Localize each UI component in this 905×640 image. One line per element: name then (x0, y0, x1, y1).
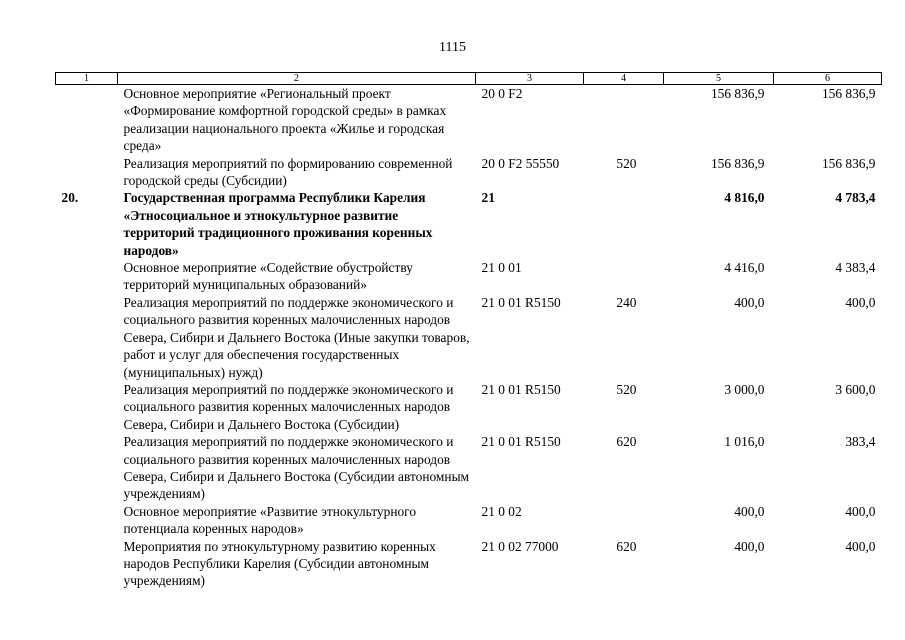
table-row (56, 538, 882, 590)
row-value-2: 400,0 (845, 294, 876, 310)
table-row (56, 294, 882, 381)
table-row (56, 85, 882, 155)
column-header-1: 1 (56, 73, 118, 85)
row-name: Основное мероприятие «Региональный проект «Формирование комфортной городской среды» в рамках реализации национального проекта «Жилье и городская среда» (123, 86, 447, 154)
row-number (56, 381, 118, 433)
column-header-5: 5 (664, 73, 774, 85)
column-header-2: 2 (118, 73, 476, 85)
row-name: Реализация мероприятий по поддержке экономического и социального развития коренных малочисленных народов Севера, Сибири и Дальнего Востока (Субсидии) (123, 381, 454, 432)
row-name: Реализация мероприятий по поддержке экономического и социального развития коренных малочисленных народов Севера, Сибири и Дальнего Востока (Иные закупки товаров, работ и услуг для обеспечения государственных (муниципальных) нужд) (123, 294, 470, 380)
row-name: Реализация мероприятий по формированию современной городской среды (Субсидии) (123, 155, 453, 189)
row-number (56, 85, 118, 155)
column-header-6: 6 (774, 73, 882, 85)
table-row (56, 155, 882, 190)
row-value-1: 156 836,9 (710, 155, 765, 171)
row-value-1: 400,0 (734, 294, 765, 310)
table-header-row (56, 73, 882, 85)
table-row (56, 433, 882, 503)
column-header-4: 4 (584, 73, 664, 85)
column-header-3: 3 (476, 73, 584, 85)
row-number (56, 503, 118, 538)
row-value-2: 400,0 (845, 503, 876, 519)
row-code: 21 0 02 (481, 503, 522, 519)
row-value-2: 156 836,9 (821, 155, 876, 171)
row-value-2: 400,0 (845, 538, 876, 554)
row-number (56, 259, 118, 294)
table-row (56, 259, 882, 294)
row-type (584, 189, 664, 259)
row-code: 21 (481, 190, 495, 206)
row-code: 21 0 02 77000 (481, 538, 559, 554)
row-value-1: 400,0 (734, 503, 765, 519)
row-code: 20 0 F2 (481, 86, 523, 101)
row-value-2: 156 836,9 (821, 86, 876, 101)
row-value-1: 1 016,0 (724, 434, 765, 450)
row-type: 620 (616, 434, 637, 450)
row-type (584, 85, 664, 155)
row-type: 620 (616, 538, 637, 554)
row-number: 20. (61, 190, 79, 206)
row-name: Реализация мероприятий по поддержке экономического и социального развития коренных малочисленных народов Севера, Сибири и Дальнего Востока (Субсидии автономным учреждениям) (123, 434, 470, 502)
page-number: 1115 (439, 40, 466, 55)
row-number (56, 155, 118, 190)
table-row (56, 381, 882, 433)
row-number (56, 433, 118, 503)
row-name: Основное мероприятие «Развитие этнокультурного потенциала коренных народов» (123, 503, 417, 537)
row-type (584, 259, 664, 294)
row-code: 21 0 01 R5150 (481, 294, 561, 310)
row-number (56, 538, 118, 590)
row-value-2: 4 383,4 (835, 260, 876, 276)
row-code: 20 0 F2 55550 (481, 155, 560, 171)
row-code: 21 0 01 R5150 (481, 381, 561, 397)
row-name: Мероприятия по этнокультурному развитию коренных народов Республики Карелия (Субсидии автономным учреждениям) (123, 538, 436, 589)
row-number (56, 294, 118, 381)
row-type: 240 (616, 294, 637, 310)
row-value-1: 4 816,0 (724, 190, 765, 206)
row-value-2: 4 783,4 (835, 190, 876, 206)
row-name: Государственная программа Республики Карелия «Этносоциальное и этнокультурное развитие территорий традиционного проживания коренных народов» (123, 190, 433, 258)
row-value-2: 3 600,0 (835, 381, 876, 397)
budget-table (55, 72, 882, 590)
table-row (56, 503, 882, 538)
row-value-1: 4 416,0 (724, 260, 765, 276)
table-row-program (56, 189, 882, 259)
row-type: 520 (616, 381, 637, 397)
row-code: 21 0 01 R5150 (481, 434, 561, 450)
row-type (584, 503, 664, 538)
row-name: Основное мероприятие «Содействие обустройству территорий муниципальных образований» (123, 260, 413, 293)
row-value-2: 383,4 (845, 434, 876, 450)
row-type: 520 (616, 155, 637, 171)
row-code: 21 0 01 (481, 260, 522, 276)
row-value-1: 156 836,9 (710, 86, 765, 101)
row-value-1: 3 000,0 (724, 381, 765, 397)
row-value-1: 400,0 (734, 538, 765, 554)
